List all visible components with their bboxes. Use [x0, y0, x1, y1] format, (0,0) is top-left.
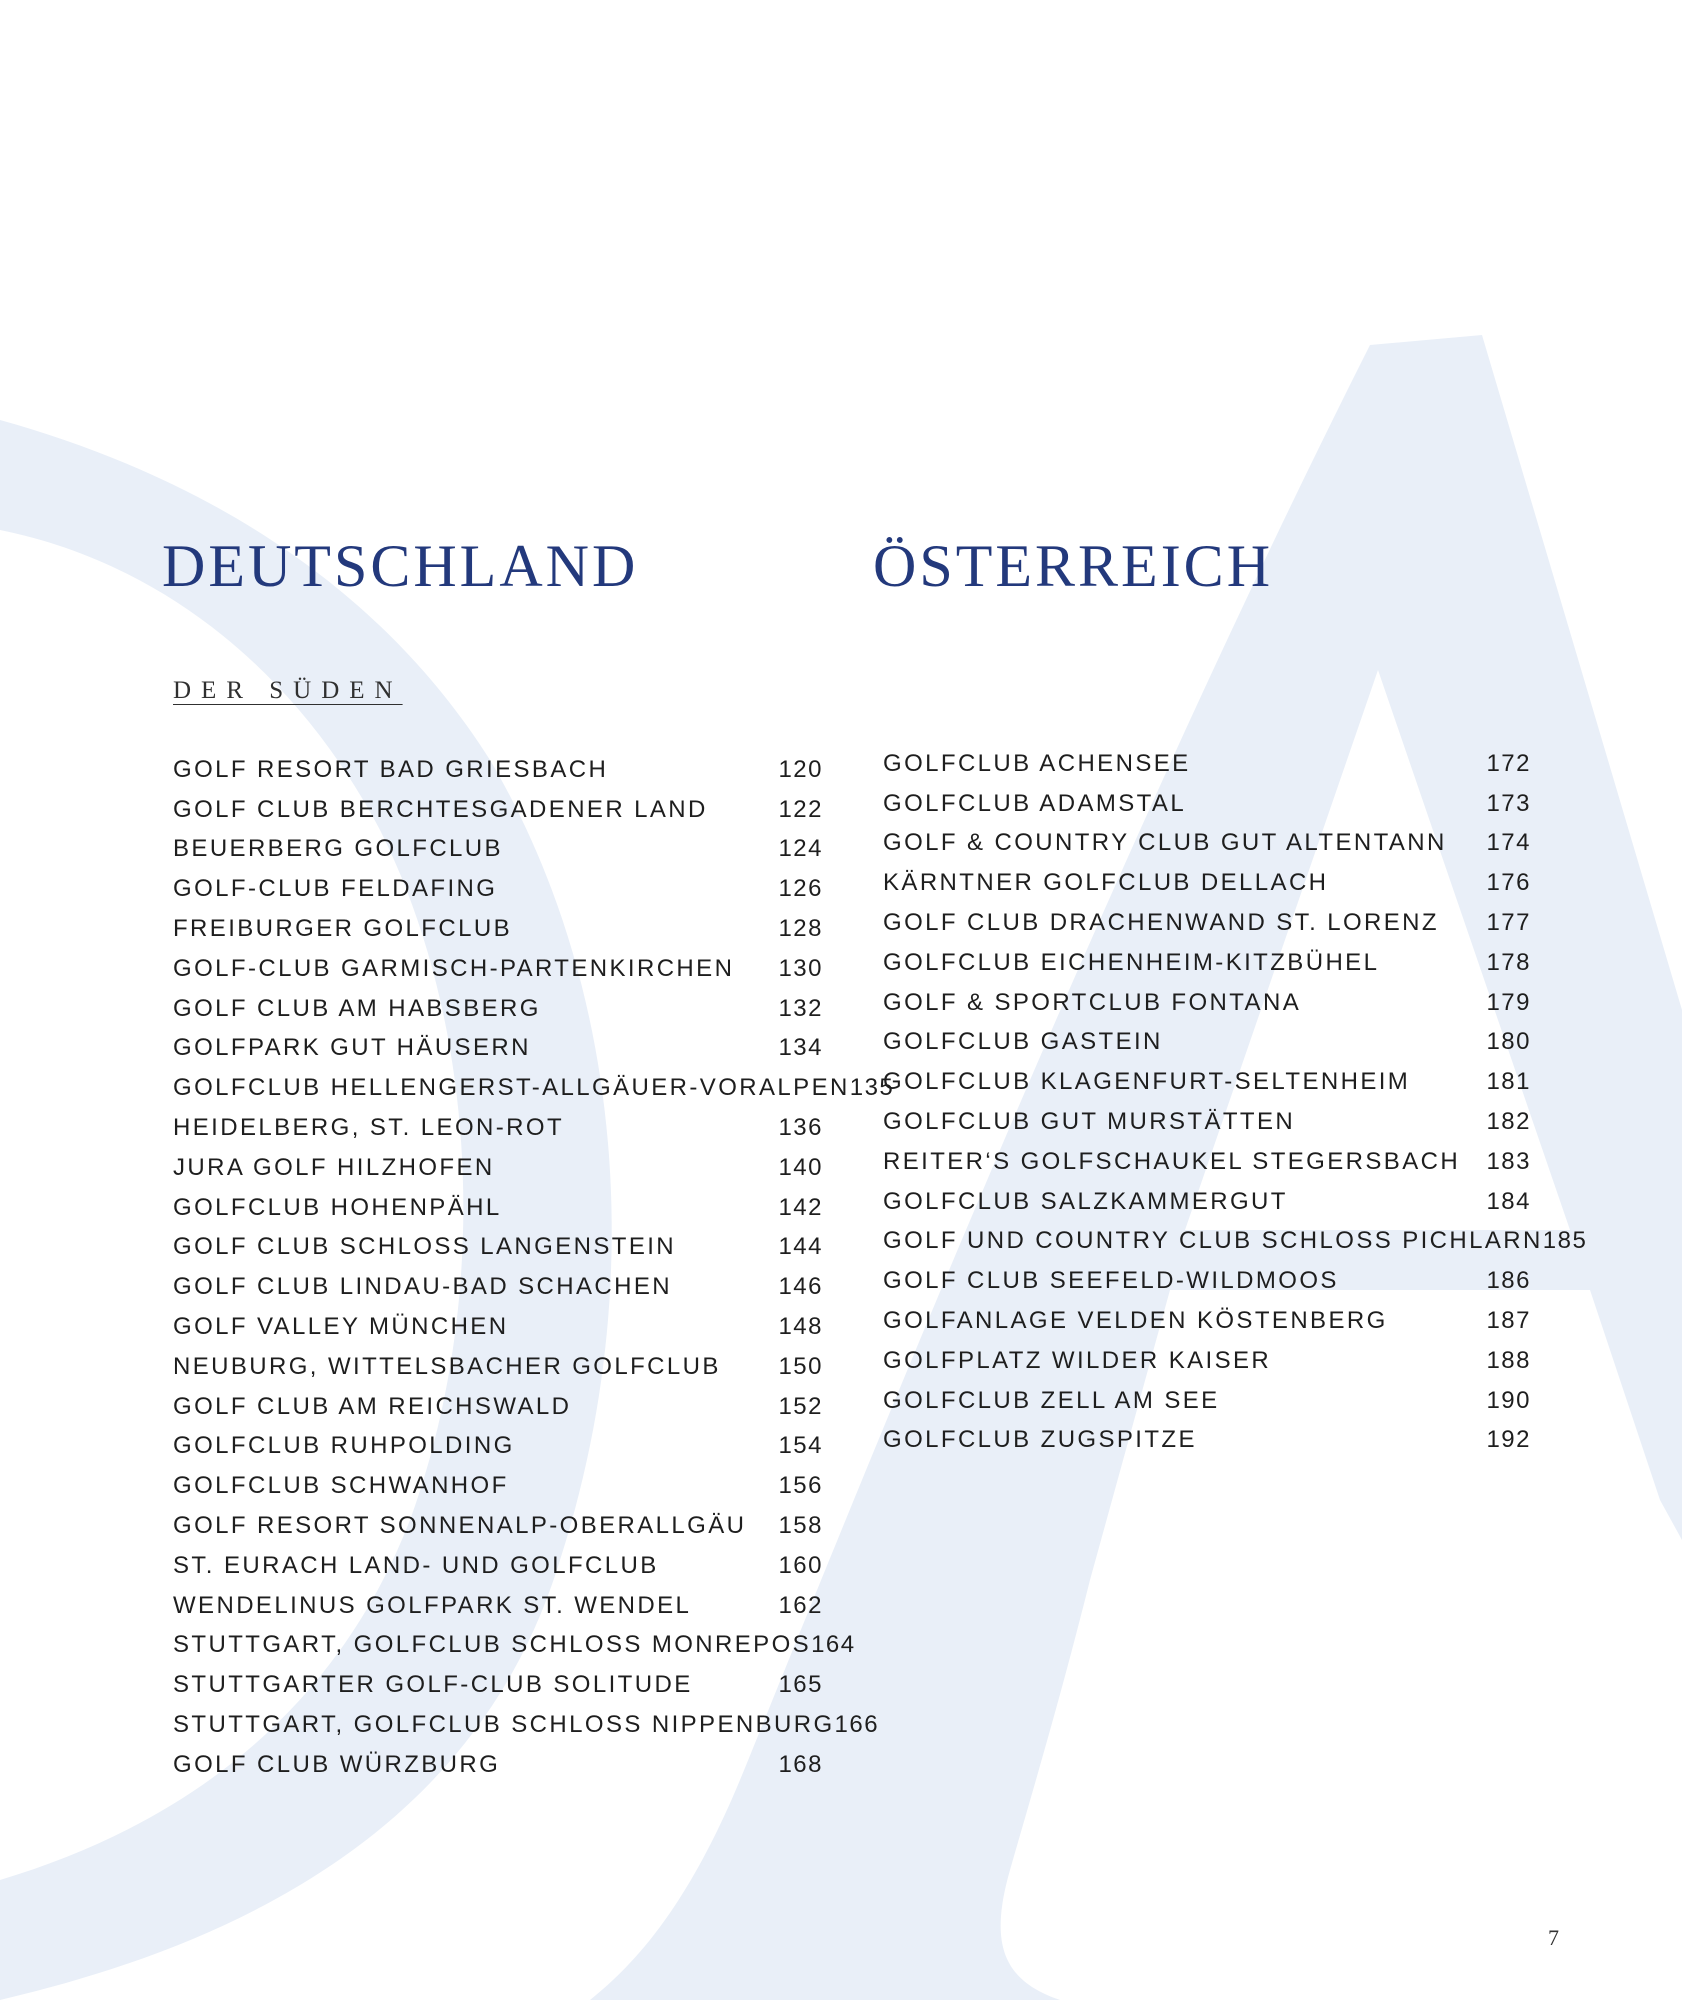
toc-entry-page: 134 [778, 1034, 823, 1062]
toc-entry [173, 1267, 823, 1307]
page-number: 7 [1548, 1925, 1559, 1950]
toc-entry [173, 750, 823, 790]
toc-entry-title: ST. EURACH LAND- UND GOLFCLUB [173, 1551, 659, 1579]
toc-entry-page: 156 [778, 1472, 823, 1500]
toc-entry-page: 181 [1486, 1068, 1531, 1096]
toc-list-oesterreich [883, 744, 1588, 1460]
toc-entry-page: 140 [778, 1153, 823, 1181]
toc-entry-page: 187 [1486, 1307, 1531, 1335]
toc-entry [883, 1102, 1531, 1142]
toc-entry-page: 158 [778, 1512, 823, 1540]
toc-entry-page: 192 [1486, 1426, 1531, 1454]
toc-entry-title: GOLFCLUB KLAGENFURT-SELTENHEIM [883, 1068, 1411, 1096]
toc-entry [883, 1301, 1531, 1341]
toc-entry [173, 790, 823, 830]
toc-entry-title: GOLF-CLUB GARMISCH-PARTENKIRCHEN [173, 954, 735, 982]
toc-entry-title: GOLFCLUB SCHWANHOF [173, 1472, 509, 1500]
toc-entry [883, 1222, 1588, 1262]
toc-entry-title: WENDELINUS GOLFPARK ST. WENDEL [173, 1591, 692, 1619]
toc-entry-title: KÄRNTNER GOLFCLUB DELLACH [883, 869, 1329, 897]
toc-entry-title: GOLFCLUB GUT MURSTÄTTEN [883, 1108, 1296, 1136]
toc-entry-page: 148 [778, 1313, 823, 1341]
toc-entry [883, 1421, 1531, 1461]
toc-entry-page: 136 [778, 1114, 823, 1142]
section-heading-der-sueden: DER SÜDEN [173, 677, 403, 704]
toc-entry [173, 1029, 823, 1069]
toc-entry [883, 1182, 1531, 1222]
toc-entry [173, 1188, 823, 1228]
toc-entry-page: 146 [778, 1273, 823, 1301]
toc-entry-page: 185 [1542, 1227, 1588, 1255]
toc-entry-title: GOLFCLUB ZUGSPITZE [883, 1426, 1197, 1454]
toc-entry-page: 128 [778, 915, 823, 943]
toc-entry-title: GOLFPARK GUT HÄUSERN [173, 1034, 531, 1062]
toc-entry-title: GOLFCLUB HELLENGERST-ALLGÄUER-VORALPEN [173, 1074, 850, 1102]
heading-oesterreich: ÖSTERREICH [873, 533, 1274, 599]
toc-list-deutschland [173, 750, 895, 1785]
toc-entry-title: STUTTGART, GOLFCLUB SCHLOSS MONREPOS [173, 1631, 812, 1659]
toc-entry-title: GOLF CLUB BERCHTESGADENER LAND [173, 795, 708, 823]
toc-entry-page: 176 [1486, 869, 1531, 897]
toc-entry-page: 173 [1486, 789, 1531, 817]
toc-entry-title: GOLF & COUNTRY CLUB GUT ALTENTANN [883, 829, 1447, 857]
toc-entry-page: 135 [849, 1074, 895, 1102]
heading-deutschland: DEUTSCHLAND [162, 533, 639, 599]
toc-entry [173, 1665, 823, 1705]
toc-entry-page: 120 [778, 755, 823, 783]
toc-entry [173, 1546, 823, 1586]
toc-entry-page: 183 [1486, 1147, 1531, 1175]
toc-entry-title: STUTTGARTER GOLF-CLUB SOLITUDE [173, 1671, 693, 1699]
toc-entry-page: 188 [1486, 1346, 1531, 1374]
toc-entry [883, 1261, 1531, 1301]
toc-entry-page: 152 [778, 1392, 823, 1420]
toc-entry-page: 179 [1486, 988, 1531, 1016]
toc-entry-page: 168 [778, 1750, 823, 1778]
toc-entry-page: 190 [1486, 1386, 1531, 1414]
toc-entry-title: GOLFPLATZ WILDER KAISER [883, 1346, 1272, 1374]
toc-entry-page: 162 [778, 1591, 823, 1619]
toc-entry [173, 989, 823, 1029]
toc-entry [883, 1023, 1531, 1063]
toc-entry-page: 172 [1486, 749, 1531, 777]
toc-entry [883, 903, 1531, 943]
toc-entry-title: GOLFCLUB ACHENSEE [883, 749, 1191, 777]
toc-entry-title: FREIBURGER GOLFCLUB [173, 915, 512, 943]
toc-entry [883, 1381, 1531, 1421]
toc-entry [173, 1466, 823, 1506]
toc-entry-title: GOLFCLUB EICHENHEIM-KITZBÜHEL [883, 948, 1380, 976]
toc-entry-page: 174 [1486, 829, 1531, 857]
toc-entry-page: 178 [1486, 948, 1531, 976]
toc-entry-page: 122 [778, 795, 823, 823]
toc-entry [173, 949, 823, 989]
toc-entry-page: 154 [778, 1432, 823, 1460]
toc-entry-page: 142 [778, 1193, 823, 1221]
toc-entry-title: GOLF RESORT BAD GRIESBACH [173, 755, 609, 783]
toc-entry-page: 166 [834, 1711, 880, 1739]
toc-entry-title: GOLFCLUB RUHPOLDING [173, 1432, 515, 1460]
toc-entry [173, 1387, 823, 1427]
toc-entry-page: 132 [778, 994, 823, 1022]
toc-entry-title: BEUERBERG GOLFCLUB [173, 835, 503, 863]
toc-entry-page: 124 [778, 835, 823, 863]
toc-entry-page: 177 [1486, 909, 1531, 937]
toc-entry [883, 824, 1531, 864]
toc-entry [173, 1506, 823, 1546]
toc-entry-title: GOLF CLUB LINDAU-BAD SCHACHEN [173, 1273, 673, 1301]
toc-entry-title: GOLF CLUB AM REICHSWALD [173, 1392, 572, 1420]
toc-entry [883, 784, 1531, 824]
toc-entry [173, 1745, 823, 1785]
toc-entry-title: GOLF & SPORTCLUB FONTANA [883, 988, 1302, 1016]
toc-entry [883, 1062, 1531, 1102]
toc-entry-page: 150 [778, 1352, 823, 1380]
toc-entry-title: GOLF UND COUNTRY CLUB SCHLOSS PICHLARN [883, 1227, 1543, 1255]
toc-entry-page: 184 [1486, 1187, 1531, 1215]
toc-entry-page: 130 [778, 954, 823, 982]
toc-entry [173, 1228, 823, 1268]
toc-entry-title: GOLFCLUB ZELL AM SEE [883, 1386, 1220, 1414]
toc-entry [173, 1148, 823, 1188]
toc-entry [173, 1586, 823, 1626]
toc-entry-page: 180 [1486, 1028, 1531, 1056]
toc-entry [173, 909, 823, 949]
toc-entry [173, 869, 823, 909]
toc-entry-title: GOLF RESORT SONNENALP-OBERALLGÄU [173, 1512, 747, 1540]
toc-entry [173, 1705, 880, 1745]
toc-entry-title: HEIDELBERG, ST. LEON-ROT [173, 1114, 564, 1142]
toc-entry-page: 160 [778, 1551, 823, 1579]
toc-entry [173, 830, 823, 870]
toc-entry-title: GOLF CLUB WÜRZBURG [173, 1750, 501, 1778]
toc-entry-title: GOLFCLUB SALZKAMMERGUT [883, 1187, 1288, 1215]
toc-entry [173, 1307, 823, 1347]
toc-entry [173, 1068, 895, 1108]
toc-entry-title: STUTTGART, GOLFCLUB SCHLOSS NIPPENBURG [173, 1711, 835, 1739]
toc-entry-title: NEUBURG, WITTELSBACHER GOLFCLUB [173, 1352, 721, 1380]
toc-entry [883, 863, 1531, 903]
toc-entry [173, 1347, 823, 1387]
toc-entry-title: GOLF-CLUB FELDAFING [173, 875, 498, 903]
toc-entry [883, 983, 1531, 1023]
toc-entry-page: 126 [778, 875, 823, 903]
toc-entry-page: 164 [811, 1631, 856, 1659]
toc-entry-page: 186 [1486, 1267, 1531, 1295]
toc-entry-title: GOLF CLUB DRACHENWAND ST. LORENZ [883, 909, 1439, 937]
toc-entry-title: GOLFCLUB GASTEIN [883, 1028, 1163, 1056]
toc-entry-title: REITER‘S GOLFSCHAUKEL STEGERSBACH [883, 1147, 1461, 1175]
toc-entry-title: GOLF CLUB SCHLOSS LANGENSTEIN [173, 1233, 677, 1261]
toc-entry-title: GOLF CLUB AM HABSBERG [173, 994, 541, 1022]
toc-entry-title: GOLFCLUB HOHENPÄHL [173, 1193, 502, 1221]
toc-entry-page: 144 [778, 1233, 823, 1261]
toc-entry-title: GOLF CLUB SEEFELD-WILDMOOS [883, 1267, 1339, 1295]
toc-entry-title: GOLFANLAGE VELDEN KÖSTENBERG [883, 1307, 1388, 1335]
toc-entry [883, 744, 1531, 784]
toc-entry [883, 1142, 1531, 1182]
toc-entry [173, 1427, 823, 1467]
toc-entry [883, 943, 1531, 983]
toc-entry-title: GOLF VALLEY MÜNCHEN [173, 1313, 509, 1341]
toc-entry-page: 165 [778, 1671, 823, 1699]
toc-entry [173, 1626, 856, 1666]
toc-entry-title: GOLFCLUB ADAMSTAL [883, 789, 1187, 817]
toc-entry [173, 1108, 823, 1148]
toc-entry-title: JURA GOLF HILZHOFEN [173, 1153, 495, 1181]
toc-entry [883, 1341, 1531, 1381]
toc-entry-page: 182 [1486, 1108, 1531, 1136]
